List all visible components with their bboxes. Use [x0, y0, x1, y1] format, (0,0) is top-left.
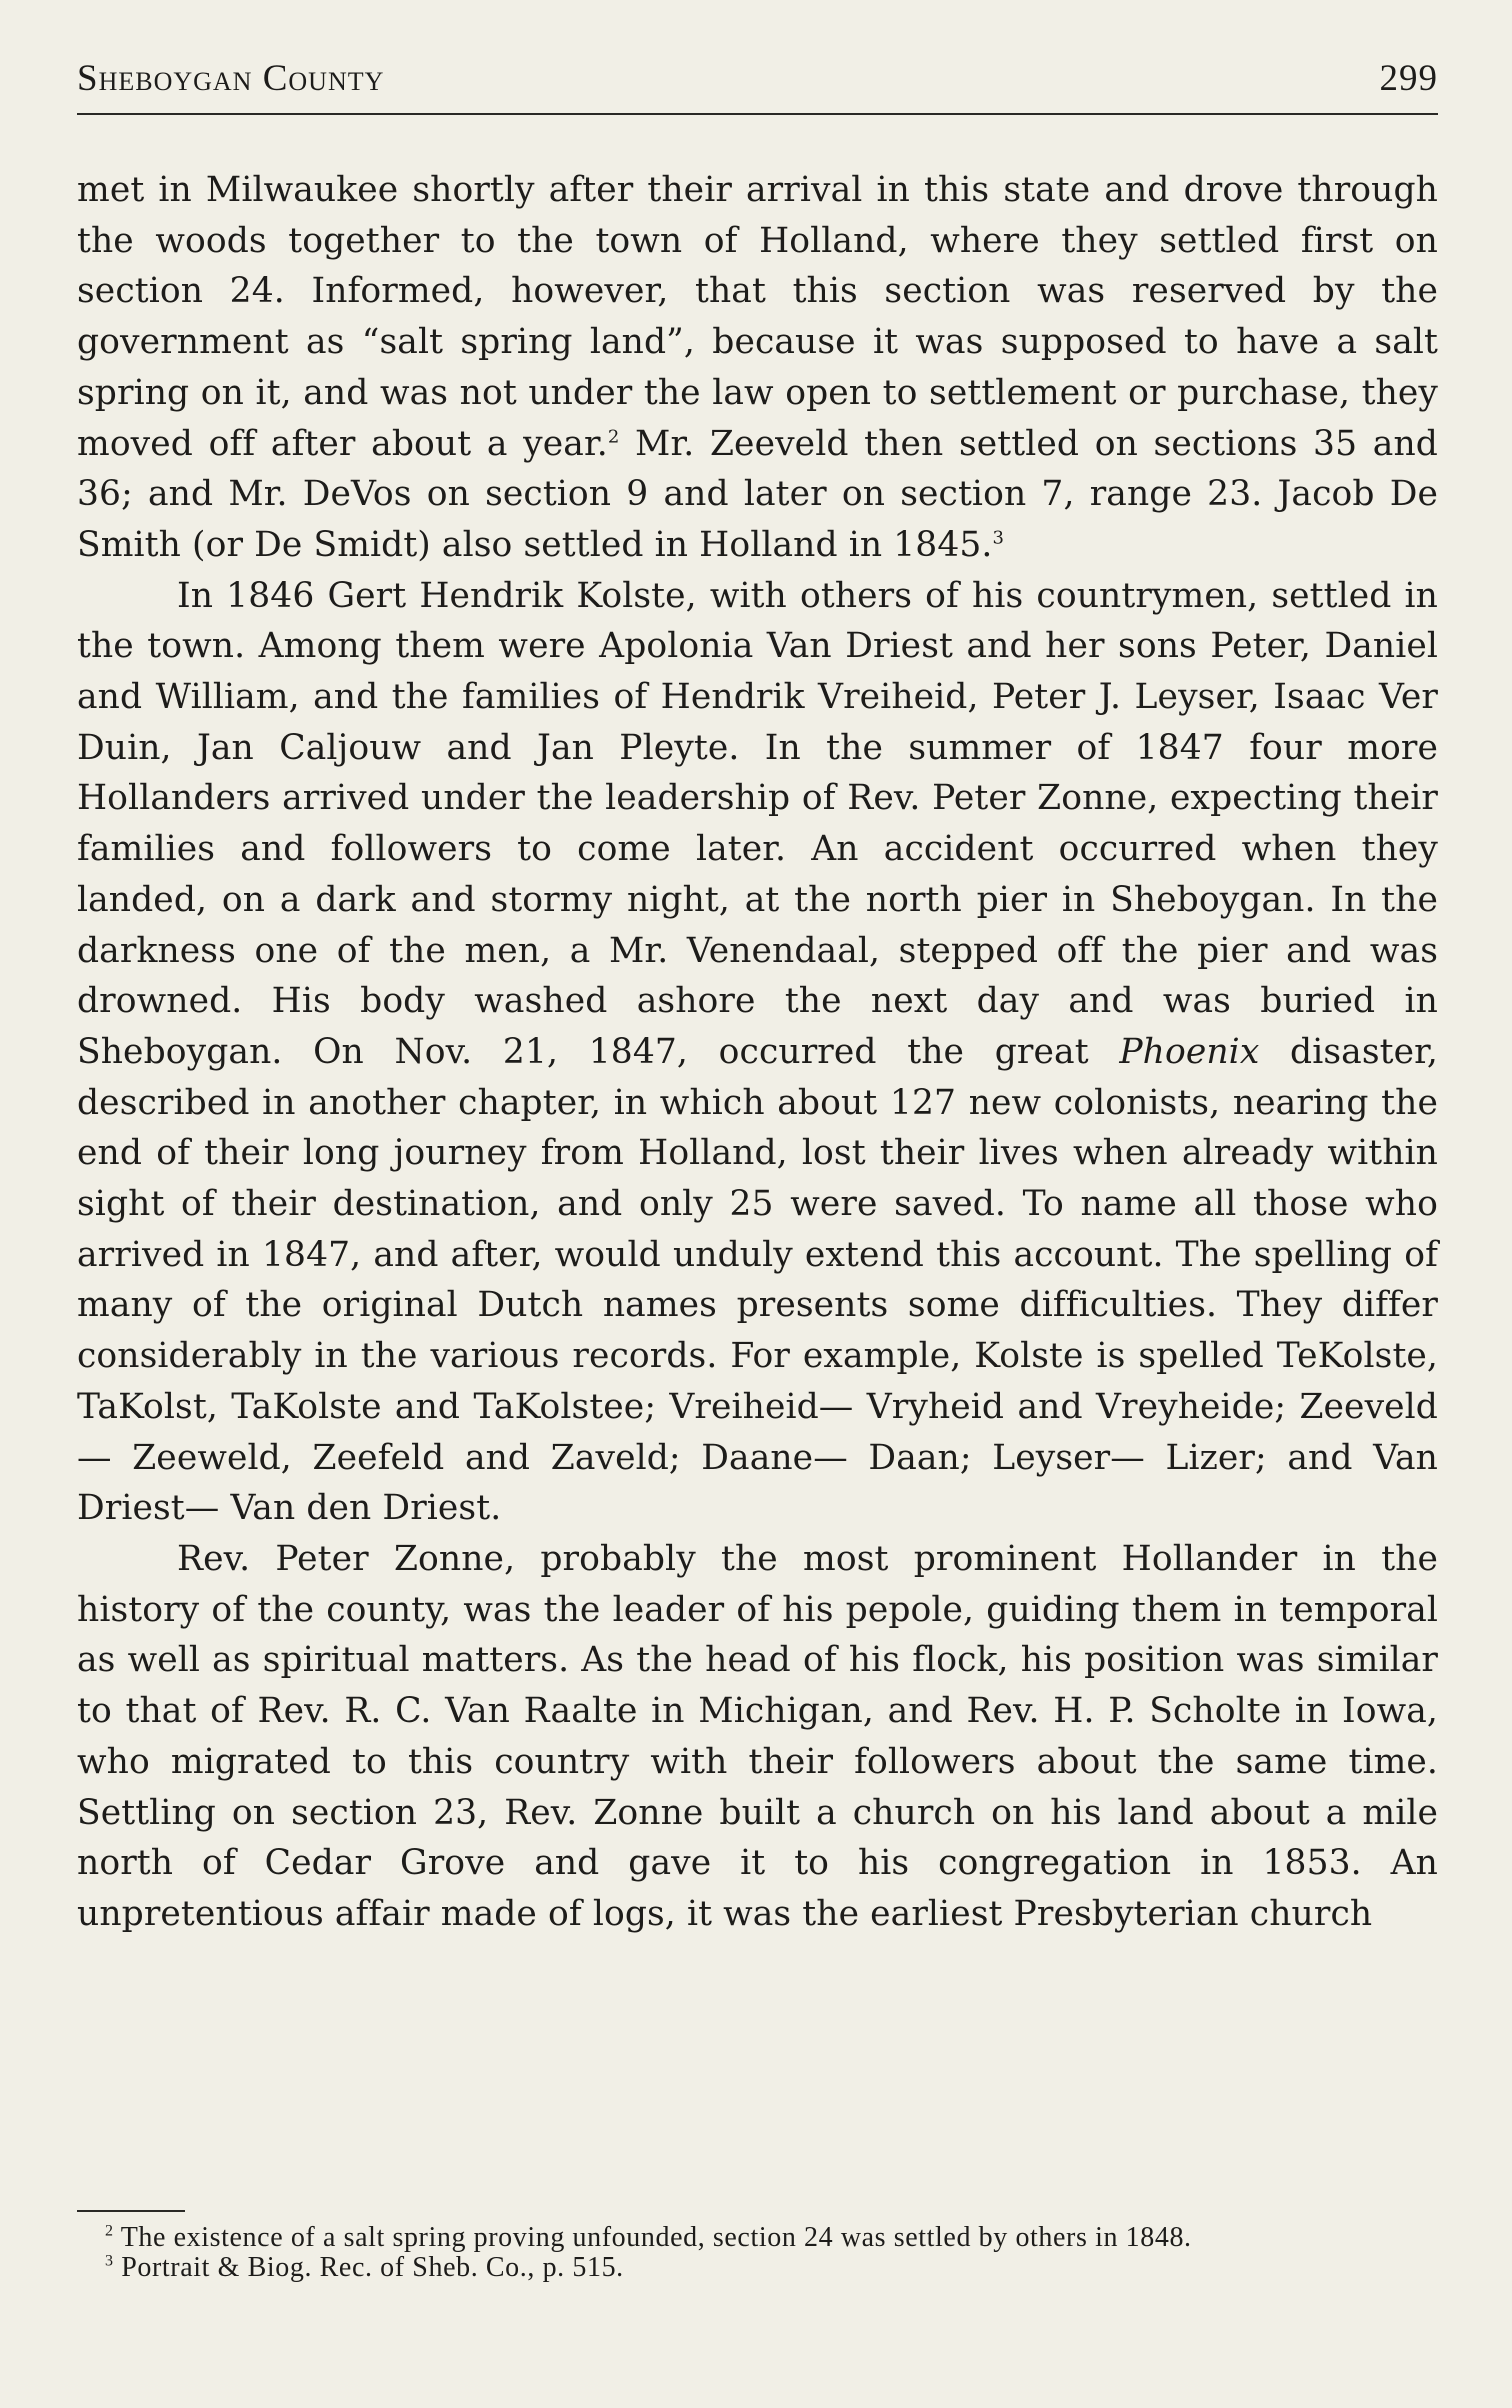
- footnote-divider: [77, 2210, 185, 2212]
- footnote-text: The existence of a salt spring proving unfounded, section 24 was settled by others in 1848.: [120, 2222, 1192, 2253]
- footnote-number: 3: [105, 2252, 114, 2270]
- body-text: [77, 165, 1438, 1940]
- text-run: met in Milwaukee shortly after their arrival in this state and drove through the woods together to the town of Holland, where they settled first on section 24. Informed, however, that this section was reserved by the government as “salt spring land”, because it was supposed to have a salt spring on it, and was not under the law open to settlement or purchase, they moved off after about a year.: [77, 170, 1438, 464]
- footnotes: [77, 2223, 1438, 2283]
- running-head-title: Sheboygan County: [77, 58, 385, 99]
- footnote-text: Portrait & Biog. Rec. of Sheb. Co., p. 515.: [121, 2252, 624, 2283]
- paragraph-2: [77, 571, 1438, 1534]
- running-head: [77, 60, 1438, 115]
- paragraph-3: [77, 1534, 1438, 1940]
- book-page: [77, 60, 1438, 2360]
- footnote-reference: 3: [992, 527, 1005, 549]
- footnote-2: [77, 2223, 1438, 2253]
- footnote-3: [77, 2253, 1438, 2283]
- text-run: Mr. Zeeveld then settled on sections 35 and 36; and Mr. DeVos on section 9 and later on section 7, range 23. Jacob De Smith (or De Smidt) also settled in Holland in 1845.: [77, 423, 1438, 565]
- paragraph-1: [77, 165, 1438, 571]
- footnote-number: 2: [105, 2222, 114, 2240]
- text-run: In 1846 Gert Hendrik Kolste, with others of his countrymen, settled in the town. Among them were Apolonia Van Driest and her sons Peter, Daniel and William, and the families of Hendrik Vreiheid, Peter J. Leyser, Isaac Ver Duin, Jan Caljouw and Jan Pleyte. In the summer of 1847 four more Hollanders arrived under the leadership of Rev. Peter Zonne, expecting their families and followers to come later. An accident occurred when they landed, on a dark and stormy night, at the north pier in Sheboygan. In the darkness one of the men, a Mr. Venendaal, stepped off the pier and was drowned. His body washed ashore the next day and was buried in Sheboygan. On Nov. 21, 1847, occurred the great: [77, 575, 1438, 1072]
- text-run: Rev. Peter Zonne, probably the most prominent Hollander in the history of the county, was the leader of his pepole, guiding them in temporal as well as spiritual matters. As the head of his flock, his position was similar to that of Rev. R. C. Van Raalte in Michigan, and Rev. H. P. Scholte in Iowa, who migrated to this country with their followers about the same time. Settling on section 23, Rev. Zonne built a church on his land about a mile north of Cedar Grove and gave it to his congregation in 1853. An unpretentious affair made of logs, it was the earliest Presbyterian church: [77, 1538, 1438, 1934]
- page-number: 299: [1379, 58, 1438, 99]
- footnote-reference: 2: [607, 426, 620, 448]
- ship-name: Phoenix: [1119, 1031, 1260, 1072]
- text-run: disaster, described in another chapter, in which about 127 new colonists, nearing the end of their long journey from Holland, lost their lives when already within sight of their destination, and only 25 were saved. To name all those who arrived in 1847, and after, would unduly extend this account. The spelling of many of the original Dutch names presents some difficulties. They differ considerably in the various records. For example, Kolste is spelled TeKolste, TaKolst, TaKolste and TaKolstee; Vreiheid— Vryheid and Vreyheide; Zeeveld— Zeeweld, Zeefeld and Zaveld; Daane— Daan; Leyser— Lizer; and Van Driest— Van den Driest.: [77, 1031, 1438, 1529]
